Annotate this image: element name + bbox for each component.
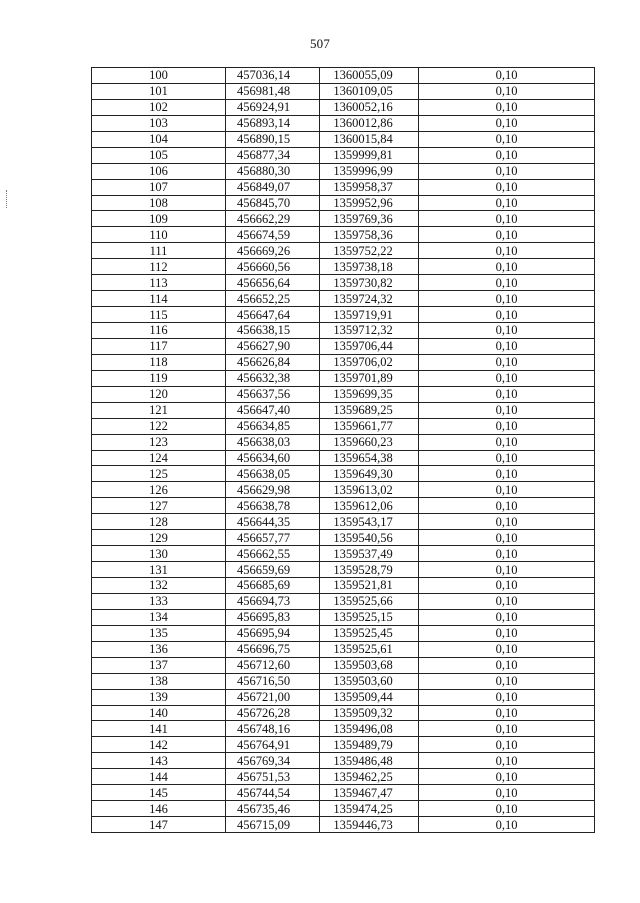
table-row [92, 450, 595, 466]
accuracy-cell: 0,10 [419, 689, 595, 705]
table-row [92, 705, 595, 721]
point-number-cell: 143 [92, 753, 226, 769]
accuracy-cell: 0,10 [419, 434, 595, 450]
point-number-cell: 120 [92, 386, 226, 402]
page-number: 507 [309, 36, 331, 51]
accuracy-cell: 0,10 [419, 673, 595, 689]
x-coordinate-cell: 456695,94 [226, 625, 320, 641]
y-coordinate-cell: 1359521,81 [320, 578, 419, 594]
table-row [92, 801, 595, 817]
coordinates-table-body [92, 68, 595, 833]
x-coordinate-cell: 456748,16 [226, 721, 320, 737]
table-row [92, 354, 595, 370]
table-row [92, 673, 595, 689]
accuracy-cell: 0,10 [419, 243, 595, 259]
x-coordinate-cell: 456715,09 [226, 817, 320, 833]
accuracy-cell: 0,10 [419, 546, 595, 562]
table-row [92, 291, 595, 307]
y-coordinate-cell: 1359724,32 [320, 291, 419, 307]
point-number-cell: 113 [92, 275, 226, 291]
point-number-cell: 128 [92, 514, 226, 530]
table-row [92, 578, 595, 594]
accuracy-cell: 0,10 [419, 801, 595, 817]
table-row [92, 275, 595, 291]
point-number-cell: 137 [92, 657, 226, 673]
x-coordinate-cell: 456712,60 [226, 657, 320, 673]
x-coordinate-cell: 456627,90 [226, 338, 320, 354]
table-row [92, 115, 595, 131]
y-coordinate-cell: 1360015,84 [320, 131, 419, 147]
y-coordinate-cell: 1359503,60 [320, 673, 419, 689]
accuracy-cell: 0,10 [419, 275, 595, 291]
table-row [92, 370, 595, 386]
table-row [92, 689, 595, 705]
y-coordinate-cell: 1359503,68 [320, 657, 419, 673]
accuracy-cell: 0,10 [419, 418, 595, 434]
x-coordinate-cell: 456849,07 [226, 179, 320, 195]
table-row [92, 434, 595, 450]
table-row [92, 211, 595, 227]
x-coordinate-cell: 456652,25 [226, 291, 320, 307]
x-coordinate-cell: 456880,30 [226, 163, 320, 179]
point-number-cell: 104 [92, 131, 226, 147]
point-number-cell: 146 [92, 801, 226, 817]
accuracy-cell: 0,10 [419, 578, 595, 594]
accuracy-cell: 0,10 [419, 785, 595, 801]
y-coordinate-cell: 1359612,06 [320, 498, 419, 514]
accuracy-cell: 0,10 [419, 705, 595, 721]
point-number-cell: 130 [92, 546, 226, 562]
accuracy-cell: 0,10 [419, 498, 595, 514]
point-number-cell: 147 [92, 817, 226, 833]
accuracy-cell: 0,10 [419, 338, 595, 354]
accuracy-cell: 0,10 [419, 737, 595, 753]
point-number-cell: 116 [92, 323, 226, 339]
x-coordinate-cell: 456626,84 [226, 354, 320, 370]
binding-mark [6, 190, 8, 208]
accuracy-cell: 0,10 [419, 817, 595, 833]
x-coordinate-cell: 456695,83 [226, 609, 320, 625]
x-coordinate-cell: 456735,46 [226, 801, 320, 817]
point-number-cell: 109 [92, 211, 226, 227]
table-row [92, 498, 595, 514]
point-number-cell: 107 [92, 179, 226, 195]
y-coordinate-cell: 1359525,66 [320, 593, 419, 609]
y-coordinate-cell: 1359525,45 [320, 625, 419, 641]
x-coordinate-cell: 457036,14 [226, 68, 320, 84]
x-coordinate-cell: 456924,91 [226, 99, 320, 115]
point-number-cell: 101 [92, 83, 226, 99]
y-coordinate-cell: 1359537,49 [320, 546, 419, 562]
x-coordinate-cell: 456644,35 [226, 514, 320, 530]
accuracy-cell: 0,10 [419, 753, 595, 769]
point-number-cell: 106 [92, 163, 226, 179]
y-coordinate-cell: 1360109,05 [320, 83, 419, 99]
point-number-cell: 133 [92, 593, 226, 609]
point-number-cell: 142 [92, 737, 226, 753]
table-row [92, 562, 595, 578]
y-coordinate-cell: 1359489,79 [320, 737, 419, 753]
accuracy-cell: 0,10 [419, 466, 595, 482]
y-coordinate-cell: 1360052,16 [320, 99, 419, 115]
y-coordinate-cell: 1359509,44 [320, 689, 419, 705]
accuracy-cell: 0,10 [419, 83, 595, 99]
table-row [92, 641, 595, 657]
x-coordinate-cell: 456674,59 [226, 227, 320, 243]
point-number-cell: 105 [92, 147, 226, 163]
y-coordinate-cell: 1359462,25 [320, 769, 419, 785]
point-number-cell: 144 [92, 769, 226, 785]
point-number-cell: 102 [92, 99, 226, 115]
table-row [92, 323, 595, 339]
y-coordinate-cell: 1359660,23 [320, 434, 419, 450]
accuracy-cell: 0,10 [419, 402, 595, 418]
accuracy-cell: 0,10 [419, 514, 595, 530]
y-coordinate-cell: 1359649,30 [320, 466, 419, 482]
y-coordinate-cell: 1359446,73 [320, 817, 419, 833]
point-number-cell: 103 [92, 115, 226, 131]
table-row [92, 147, 595, 163]
x-coordinate-cell: 456638,15 [226, 323, 320, 339]
point-number-cell: 119 [92, 370, 226, 386]
table-row [92, 625, 595, 641]
accuracy-cell: 0,10 [419, 147, 595, 163]
accuracy-cell: 0,10 [419, 163, 595, 179]
x-coordinate-cell: 456685,69 [226, 578, 320, 594]
y-coordinate-cell: 1359706,02 [320, 354, 419, 370]
accuracy-cell: 0,10 [419, 68, 595, 84]
y-coordinate-cell: 1359474,25 [320, 801, 419, 817]
point-number-cell: 135 [92, 625, 226, 641]
accuracy-cell: 0,10 [419, 370, 595, 386]
y-coordinate-cell: 1359996,99 [320, 163, 419, 179]
accuracy-cell: 0,10 [419, 450, 595, 466]
x-coordinate-cell: 456669,26 [226, 243, 320, 259]
y-coordinate-cell: 1359958,37 [320, 179, 419, 195]
y-coordinate-cell: 1359509,32 [320, 705, 419, 721]
accuracy-cell: 0,10 [419, 609, 595, 625]
accuracy-cell: 0,10 [419, 769, 595, 785]
accuracy-cell: 0,10 [419, 354, 595, 370]
x-coordinate-cell: 456647,64 [226, 307, 320, 323]
point-number-cell: 140 [92, 705, 226, 721]
point-number-cell: 123 [92, 434, 226, 450]
y-coordinate-cell: 1359525,15 [320, 609, 419, 625]
coordinates-table [91, 67, 595, 833]
table-row [92, 99, 595, 115]
table-row [92, 785, 595, 801]
table-row [92, 227, 595, 243]
table-row [92, 386, 595, 402]
point-number-cell: 139 [92, 689, 226, 705]
table-row [92, 769, 595, 785]
x-coordinate-cell: 456647,40 [226, 402, 320, 418]
accuracy-cell: 0,10 [419, 227, 595, 243]
y-coordinate-cell: 1359701,89 [320, 370, 419, 386]
y-coordinate-cell: 1359952,96 [320, 195, 419, 211]
table-row [92, 482, 595, 498]
accuracy-cell: 0,10 [419, 211, 595, 227]
x-coordinate-cell: 456893,14 [226, 115, 320, 131]
y-coordinate-cell: 1359719,91 [320, 307, 419, 323]
point-number-cell: 111 [92, 243, 226, 259]
table-row [92, 657, 595, 673]
point-number-cell: 124 [92, 450, 226, 466]
table-row [92, 737, 595, 753]
point-number-cell: 122 [92, 418, 226, 434]
x-coordinate-cell: 456662,29 [226, 211, 320, 227]
y-coordinate-cell: 1359543,17 [320, 514, 419, 530]
point-number-cell: 134 [92, 609, 226, 625]
x-coordinate-cell: 456638,05 [226, 466, 320, 482]
table-row [92, 259, 595, 275]
point-number-cell: 125 [92, 466, 226, 482]
point-number-cell: 132 [92, 578, 226, 594]
table-row [92, 68, 595, 84]
x-coordinate-cell: 456660,56 [226, 259, 320, 275]
accuracy-cell: 0,10 [419, 195, 595, 211]
table-row [92, 530, 595, 546]
point-number-cell: 114 [92, 291, 226, 307]
x-coordinate-cell: 456716,50 [226, 673, 320, 689]
y-coordinate-cell: 1359738,18 [320, 259, 419, 275]
x-coordinate-cell: 456634,60 [226, 450, 320, 466]
x-coordinate-cell: 456662,55 [226, 546, 320, 562]
y-coordinate-cell: 1359486,48 [320, 753, 419, 769]
accuracy-cell: 0,10 [419, 593, 595, 609]
point-number-cell: 141 [92, 721, 226, 737]
y-coordinate-cell: 1359525,61 [320, 641, 419, 657]
table-row [92, 243, 595, 259]
y-coordinate-cell: 1359654,38 [320, 450, 419, 466]
x-coordinate-cell: 456721,00 [226, 689, 320, 705]
table-row [92, 593, 595, 609]
point-number-cell: 112 [92, 259, 226, 275]
accuracy-cell: 0,10 [419, 386, 595, 402]
y-coordinate-cell: 1359999,81 [320, 147, 419, 163]
point-number-cell: 118 [92, 354, 226, 370]
x-coordinate-cell: 456694,73 [226, 593, 320, 609]
y-coordinate-cell: 1359769,36 [320, 211, 419, 227]
point-number-cell: 138 [92, 673, 226, 689]
table-row [92, 721, 595, 737]
table-row [92, 418, 595, 434]
x-coordinate-cell: 456744,54 [226, 785, 320, 801]
x-coordinate-cell: 456890,15 [226, 131, 320, 147]
y-coordinate-cell: 1359528,79 [320, 562, 419, 578]
point-number-cell: 121 [92, 402, 226, 418]
point-number-cell: 117 [92, 338, 226, 354]
y-coordinate-cell: 1359706,44 [320, 338, 419, 354]
y-coordinate-cell: 1359467,47 [320, 785, 419, 801]
point-number-cell: 126 [92, 482, 226, 498]
table-row [92, 131, 595, 147]
point-number-cell: 127 [92, 498, 226, 514]
x-coordinate-cell: 456751,53 [226, 769, 320, 785]
table-row [92, 163, 595, 179]
y-coordinate-cell: 1359758,36 [320, 227, 419, 243]
table-row [92, 195, 595, 211]
table-row [92, 402, 595, 418]
x-coordinate-cell: 456659,69 [226, 562, 320, 578]
table-row [92, 753, 595, 769]
y-coordinate-cell: 1359730,82 [320, 275, 419, 291]
x-coordinate-cell: 456845,70 [226, 195, 320, 211]
table-row [92, 83, 595, 99]
y-coordinate-cell: 1359689,25 [320, 402, 419, 418]
y-coordinate-cell: 1359496,08 [320, 721, 419, 737]
x-coordinate-cell: 456638,03 [226, 434, 320, 450]
x-coordinate-cell: 456634,85 [226, 418, 320, 434]
point-number-cell: 131 [92, 562, 226, 578]
y-coordinate-cell: 1359699,35 [320, 386, 419, 402]
accuracy-cell: 0,10 [419, 291, 595, 307]
point-number-cell: 115 [92, 307, 226, 323]
x-coordinate-cell: 456657,77 [226, 530, 320, 546]
x-coordinate-cell: 456629,98 [226, 482, 320, 498]
y-coordinate-cell: 1359540,56 [320, 530, 419, 546]
point-number-cell: 145 [92, 785, 226, 801]
accuracy-cell: 0,10 [419, 131, 595, 147]
point-number-cell: 100 [92, 68, 226, 84]
x-coordinate-cell: 456877,34 [226, 147, 320, 163]
accuracy-cell: 0,10 [419, 562, 595, 578]
accuracy-cell: 0,10 [419, 657, 595, 673]
accuracy-cell: 0,10 [419, 482, 595, 498]
accuracy-cell: 0,10 [419, 323, 595, 339]
x-coordinate-cell: 456696,75 [226, 641, 320, 657]
table-row [92, 179, 595, 195]
point-number-cell: 136 [92, 641, 226, 657]
point-number-cell: 108 [92, 195, 226, 211]
table-row [92, 338, 595, 354]
x-coordinate-cell: 456632,38 [226, 370, 320, 386]
table-row [92, 609, 595, 625]
x-coordinate-cell: 456769,34 [226, 753, 320, 769]
y-coordinate-cell: 1359712,32 [320, 323, 419, 339]
accuracy-cell: 0,10 [419, 307, 595, 323]
x-coordinate-cell: 456764,91 [226, 737, 320, 753]
table-row [92, 307, 595, 323]
table-row [92, 817, 595, 833]
y-coordinate-cell: 1359613,02 [320, 482, 419, 498]
accuracy-cell: 0,10 [419, 721, 595, 737]
y-coordinate-cell: 1359752,22 [320, 243, 419, 259]
y-coordinate-cell: 1360012,86 [320, 115, 419, 131]
x-coordinate-cell: 456726,28 [226, 705, 320, 721]
x-coordinate-cell: 456638,78 [226, 498, 320, 514]
table-row [92, 546, 595, 562]
accuracy-cell: 0,10 [419, 115, 595, 131]
accuracy-cell: 0,10 [419, 179, 595, 195]
y-coordinate-cell: 1360055,09 [320, 68, 419, 84]
point-number-cell: 110 [92, 227, 226, 243]
x-coordinate-cell: 456656,64 [226, 275, 320, 291]
y-coordinate-cell: 1359661,77 [320, 418, 419, 434]
table-row [92, 466, 595, 482]
accuracy-cell: 0,10 [419, 641, 595, 657]
accuracy-cell: 0,10 [419, 99, 595, 115]
accuracy-cell: 0,10 [419, 530, 595, 546]
point-number-cell: 129 [92, 530, 226, 546]
accuracy-cell: 0,10 [419, 625, 595, 641]
accuracy-cell: 0,10 [419, 259, 595, 275]
x-coordinate-cell: 456637,56 [226, 386, 320, 402]
x-coordinate-cell: 456981,48 [226, 83, 320, 99]
table-row [92, 514, 595, 530]
